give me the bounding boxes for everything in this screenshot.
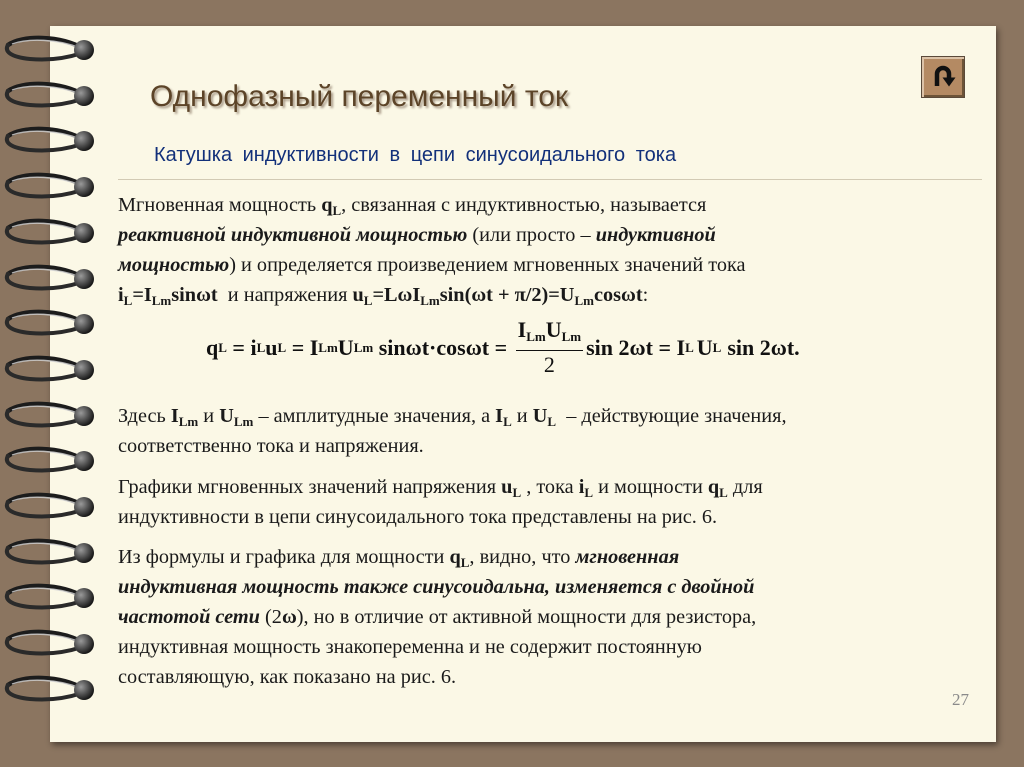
- subscript: L: [218, 340, 227, 355]
- binding-ring: [0, 444, 98, 478]
- text: – амплитудные значения, а: [253, 405, 496, 427]
- text: sinωt: [171, 284, 218, 306]
- text: , связанная с индуктивностью, называется: [341, 194, 707, 216]
- text: ω: [465, 335, 482, 360]
- binding-ring: [0, 581, 98, 615]
- header-divider: [118, 179, 982, 180]
- text: , видно, что: [469, 546, 576, 568]
- symbol-iL: [579, 476, 593, 498]
- symbol-IL: [495, 405, 512, 427]
- fraction: [516, 317, 583, 379]
- text: и мощности: [593, 476, 708, 498]
- binding-ring: [0, 124, 98, 158]
- text: Мгновенная мощность: [118, 194, 322, 216]
- paragraph-reactive-power: [118, 190, 988, 310]
- binding-ring: [0, 307, 98, 341]
- text: t: [481, 335, 490, 360]
- binding-ring: [0, 216, 98, 250]
- subscript: L: [277, 340, 287, 355]
- text: и напряжения: [217, 284, 353, 306]
- paragraph-amplitudes: [118, 401, 988, 461]
- text: индуктивная мощность знакопеременна и не содержит постоянную: [118, 636, 702, 658]
- symbol-qL: [321, 194, 341, 216]
- subscript: Lm: [526, 329, 546, 344]
- page-number: 27: [952, 690, 969, 709]
- binding-ring: [0, 627, 98, 661]
- text: ω: [770, 335, 787, 360]
- u-turn-arrow-icon: [928, 62, 958, 92]
- back-button[interactable]: [921, 56, 965, 98]
- text: (2: [259, 606, 282, 628]
- text: q: [449, 546, 461, 568]
- current-expression: [118, 284, 218, 306]
- emphasis-text: реактивной индуктивной мощностью: [118, 224, 468, 246]
- text: =: [226, 335, 251, 360]
- text: cosωt: [593, 284, 643, 306]
- text: u: [352, 284, 364, 306]
- text: ), но в отличие от активной мощности для резистора,: [296, 606, 757, 628]
- power-formula: [206, 318, 800, 378]
- subscript: Lm: [353, 340, 374, 355]
- subscript: L: [719, 485, 728, 500]
- subscript: L: [363, 293, 373, 308]
- symbol-UL: [533, 405, 556, 427]
- text: и: [198, 405, 220, 427]
- subscript: Lm: [420, 293, 440, 308]
- text: sin(ωt + π/2)=U: [439, 284, 575, 306]
- subscript: Lm: [233, 414, 254, 429]
- emphasis-text: мощностью: [118, 254, 230, 276]
- text: =: [489, 335, 513, 360]
- text: ) и определяется произведением мгновенных значений тока: [229, 254, 746, 276]
- symbol-uL: [501, 476, 521, 498]
- text: I: [676, 335, 686, 360]
- text: U: [337, 335, 354, 360]
- text: Из формулы и графика для мощности: [118, 546, 450, 568]
- symbol-qL: [708, 476, 728, 498]
- subscript: Lm: [561, 329, 582, 344]
- binding-ring: [0, 673, 98, 707]
- text: =I: [132, 284, 152, 306]
- text: sin: [373, 335, 406, 360]
- subscript: Lm: [178, 414, 199, 429]
- symbol-ULm: [219, 405, 253, 427]
- binding-ring: [0, 490, 98, 524]
- text: ω: [629, 335, 646, 360]
- binding-ring: [0, 170, 98, 204]
- subscript: L: [712, 340, 722, 355]
- text: :: [642, 284, 649, 306]
- emphasis-text: частотой сети: [118, 606, 260, 628]
- text: =LωI: [372, 284, 421, 306]
- binding-ring: [0, 33, 98, 67]
- text: =: [286, 335, 310, 360]
- text: I: [309, 335, 319, 360]
- subscript: L: [512, 485, 522, 500]
- text: (или просто –: [467, 224, 596, 246]
- text: – действующие значения,: [556, 405, 787, 427]
- text: u: [265, 335, 278, 360]
- text: sin 2: [586, 335, 630, 360]
- text: соответственно тока и напряжения.: [118, 435, 424, 457]
- text: U: [545, 317, 562, 342]
- text: для: [727, 476, 763, 498]
- text: , тока: [521, 476, 579, 498]
- subscript: L: [547, 414, 557, 429]
- symbol-ILm: [171, 405, 198, 427]
- emphasis-text: индуктивная мощность также синусоидальна, изменяется с двойной: [118, 576, 755, 598]
- text: t: [645, 335, 653, 360]
- text: q: [321, 194, 333, 216]
- slide-title: Однофазный переменный ток: [150, 80, 569, 113]
- binding-ring: [0, 353, 98, 387]
- binding-ring: [0, 79, 98, 113]
- text: I: [495, 405, 504, 427]
- text: i: [118, 284, 124, 306]
- subscript: L: [123, 293, 133, 308]
- text: U: [532, 405, 548, 427]
- text: и: [511, 405, 533, 427]
- subscript: L: [460, 555, 470, 570]
- text: sin 2: [727, 335, 771, 360]
- subscript: L: [256, 340, 266, 355]
- text: u: [501, 476, 513, 498]
- text: I: [517, 317, 527, 342]
- paragraph-conclusion: [118, 542, 988, 692]
- text: ω: [281, 606, 297, 628]
- text: Графики мгновенных значений напряжения: [118, 476, 502, 498]
- text: =: [652, 335, 677, 360]
- text: t.: [786, 335, 800, 360]
- subscript: Lm: [151, 293, 172, 308]
- subscript: L: [332, 203, 342, 218]
- binding-ring: [0, 399, 98, 433]
- text: i: [578, 476, 585, 498]
- subscript: L: [584, 485, 594, 500]
- subscript: Lm: [574, 293, 594, 308]
- text: ·: [429, 335, 437, 360]
- subscript: Lm: [318, 340, 338, 355]
- paragraph-graphs: [118, 472, 988, 532]
- text: q: [206, 335, 219, 360]
- text: индуктивности в цепи синусоидального тока представлены на рис. 6.: [118, 506, 718, 528]
- text: q: [707, 476, 720, 498]
- text: составляющую, как показано на рис. 6.: [118, 666, 457, 688]
- voltage-expression: [353, 284, 643, 306]
- emphasis-text: мгновенная: [575, 546, 680, 568]
- subscript: L: [503, 414, 512, 429]
- subscript: L: [685, 340, 694, 355]
- binding-ring: [0, 262, 98, 296]
- text: U: [219, 405, 234, 427]
- symbol-qL: [449, 546, 469, 568]
- text: I: [170, 405, 179, 427]
- binding-ring: [0, 536, 98, 570]
- fraction-denominator: 2: [543, 352, 555, 377]
- text: Здесь: [118, 405, 171, 427]
- emphasis-text: индуктивной: [595, 224, 716, 246]
- text: ω: [405, 335, 422, 360]
- slide-subtitle: Катушка индуктивности в цепи синусоидального тока: [154, 144, 677, 166]
- text: t: [421, 335, 430, 360]
- text: U: [696, 335, 713, 360]
- text: i: [250, 335, 257, 360]
- text: cos: [436, 335, 466, 360]
- fraction-numerator: [516, 317, 583, 351]
